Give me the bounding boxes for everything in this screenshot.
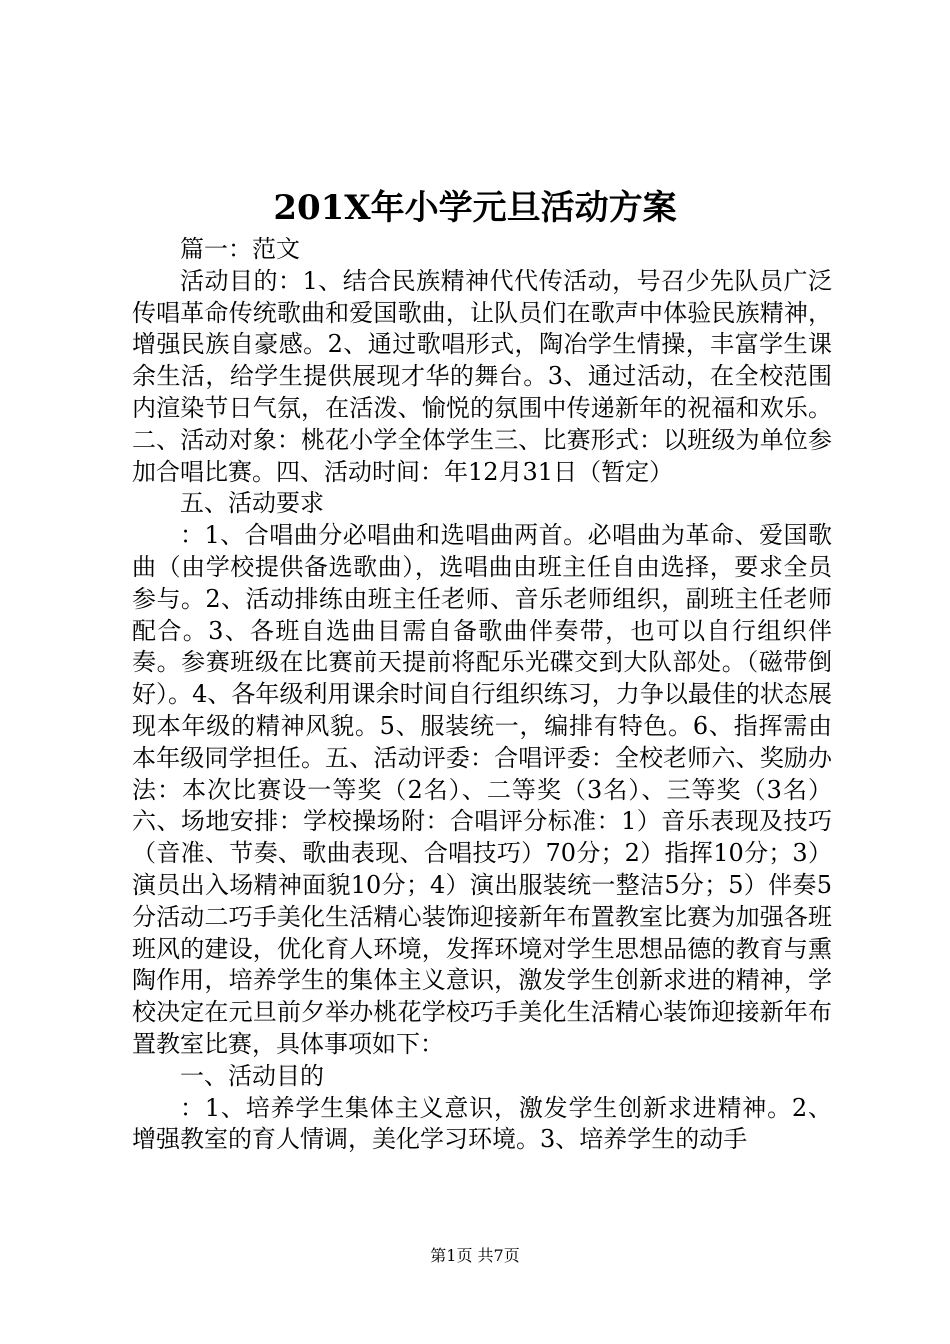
paragraph-requirements-body: ：1、合唱曲分必唱曲和选唱曲两首。必唱曲为革命、爱国歌曲（由学校提供备选歌曲），选唱曲由班主任自由选择，要求全员参与。2、活动排练由班主任老师、音乐老师组织，副班主任老师配合。3、各班自选曲目需自备歌曲伴奏带，也可以自行组织伴奏。参赛班级在比赛前天提前将配乐光碟交到大队部处。（磁带倒好）。4、各年级利用课余时间自行组织练习，力争以最佳的状态展现本年级的精神风貌。5、服装统一，编排有特色。6、指挥需由本年级同学担任。五、活动评委：合唱评委：全校老师六、奖励办法：本次比赛设一等奖（2名）、二等奖（3名）、三等奖（3名）六、场地安排：学校操场附：合唱评分标准：1）音乐表现及技巧（音准、节奏、歌曲表现、合唱技巧）70分；2）指挥10分；3）演员出入场精神面貌10分；4）演出服装统一整洁5分；5）伴奏5分活动二巧手美化生活精心装饰迎接新年布置教室比赛为加强各班班风的建设，优化育人环境，发挥环境对学生思想品德的教育与熏陶作用，培养学生的集体主义意识，激发学生创新求进的精神，学校决定在元旦前夕举办桃花学校巧手美化生活精心装饰迎接新年布置教室比赛，具体事项如下： (132, 521, 832, 1058)
paragraph-purpose-body: ：1、培养学生集体主义意识，激发学生创新求进精神。2、增强教室的育人情调，美化学习环境。3、培养学生的动手 (132, 1093, 832, 1154)
document-body (132, 234, 832, 1156)
paragraph-purpose-heading: 一、活动目的 (180, 1061, 324, 1090)
document-title: 201X年小学元旦活动方案 (273, 188, 677, 228)
paragraph-activity-purpose: 活动目的：1、结合民族精神代代传活动，号召少先队员广泛传唱革命传统歌曲和爱国歌曲，让队员们在歌声中体验民族精神，增强民族自豪感。2、通过歌唱形式，陶冶学生情操，丰富学生课余生活，给学生提供展现才华的舞台。3、通过活动，在全校范围内渲染节日气氛，在活泼、愉悦的氛围中传递新年的祝福和欢乐。二、活动对象：桃花小学全体学生三、比赛形式：以班级为单位参加合唱比赛。四、活动时间：年12月31日（暂定） (132, 266, 832, 486)
paragraph-section-heading: 篇一：范文 (180, 235, 300, 263)
paragraph-requirements-heading: 五、活动要求 (180, 489, 324, 518)
page-number-footer: 第1页 共7页 (430, 1246, 520, 1265)
